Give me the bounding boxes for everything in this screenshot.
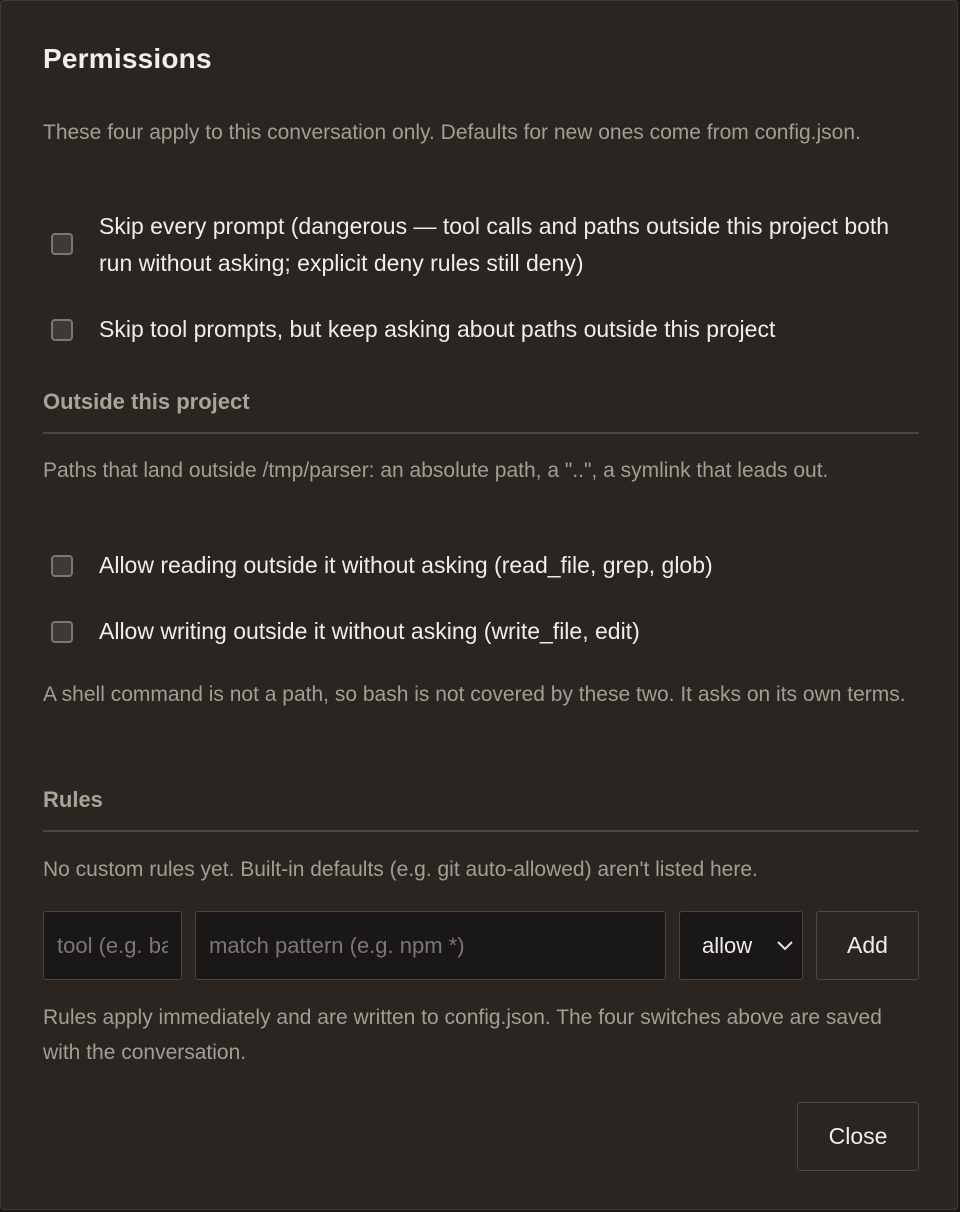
add-rule-button[interactable]: Add <box>816 911 919 980</box>
rule-tool-input[interactable] <box>43 911 182 980</box>
allow-writing-checkbox[interactable] <box>51 621 73 643</box>
rule-action-value: allow <box>702 932 753 958</box>
allow-reading-label: Allow reading outside it without asking (read_file, grep, glob) <box>99 552 713 578</box>
outside-project-description: Paths that land outside /tmp/parser: an absolute path, a "..", a symlink that leads out. <box>43 459 829 482</box>
shell-note: A shell command is not a path, so bash is not covered by these two. It asks on its own terms. <box>43 683 906 706</box>
skip-tool-prompts-checkbox[interactable] <box>51 319 73 341</box>
outside-project-heading: Outside this project <box>43 389 250 414</box>
outside-project-divider <box>43 432 919 434</box>
rule-pattern-input[interactable] <box>195 911 666 980</box>
skip-every-prompt-row[interactable] <box>51 208 911 282</box>
rules-empty-message: No custom rules yet. Built-in defaults (e.g. git auto-allowed) aren't listed here. <box>43 858 758 881</box>
close-button[interactable]: Close <box>797 1102 919 1171</box>
allow-reading-row[interactable] <box>51 547 911 584</box>
rules-heading: Rules <box>43 787 103 812</box>
rule-action-select[interactable] <box>679 911 803 980</box>
intro-text: These four apply to this conversation only. Defaults for new ones come from config.json. <box>43 121 861 144</box>
dialog-title: Permissions <box>43 43 212 74</box>
chevron-down-icon <box>776 937 794 955</box>
skip-every-prompt-label: Skip every prompt (dangerous — tool calls and paths outside this project both run without asking; explicit deny rules still deny) <box>99 213 890 276</box>
allow-writing-row[interactable] <box>51 613 911 650</box>
rules-footer-note: Rules apply immediately and are written to config.json. The four switches above are saved with the conversation. <box>43 1006 882 1064</box>
skip-every-prompt-checkbox[interactable] <box>51 233 73 255</box>
allow-reading-checkbox[interactable] <box>51 555 73 577</box>
skip-tool-prompts-row[interactable] <box>51 311 911 348</box>
rules-divider <box>43 830 919 832</box>
skip-tool-prompts-label: Skip tool prompts, but keep asking about paths outside this project <box>99 316 776 342</box>
allow-writing-label: Allow writing outside it without asking (write_file, edit) <box>99 618 640 644</box>
